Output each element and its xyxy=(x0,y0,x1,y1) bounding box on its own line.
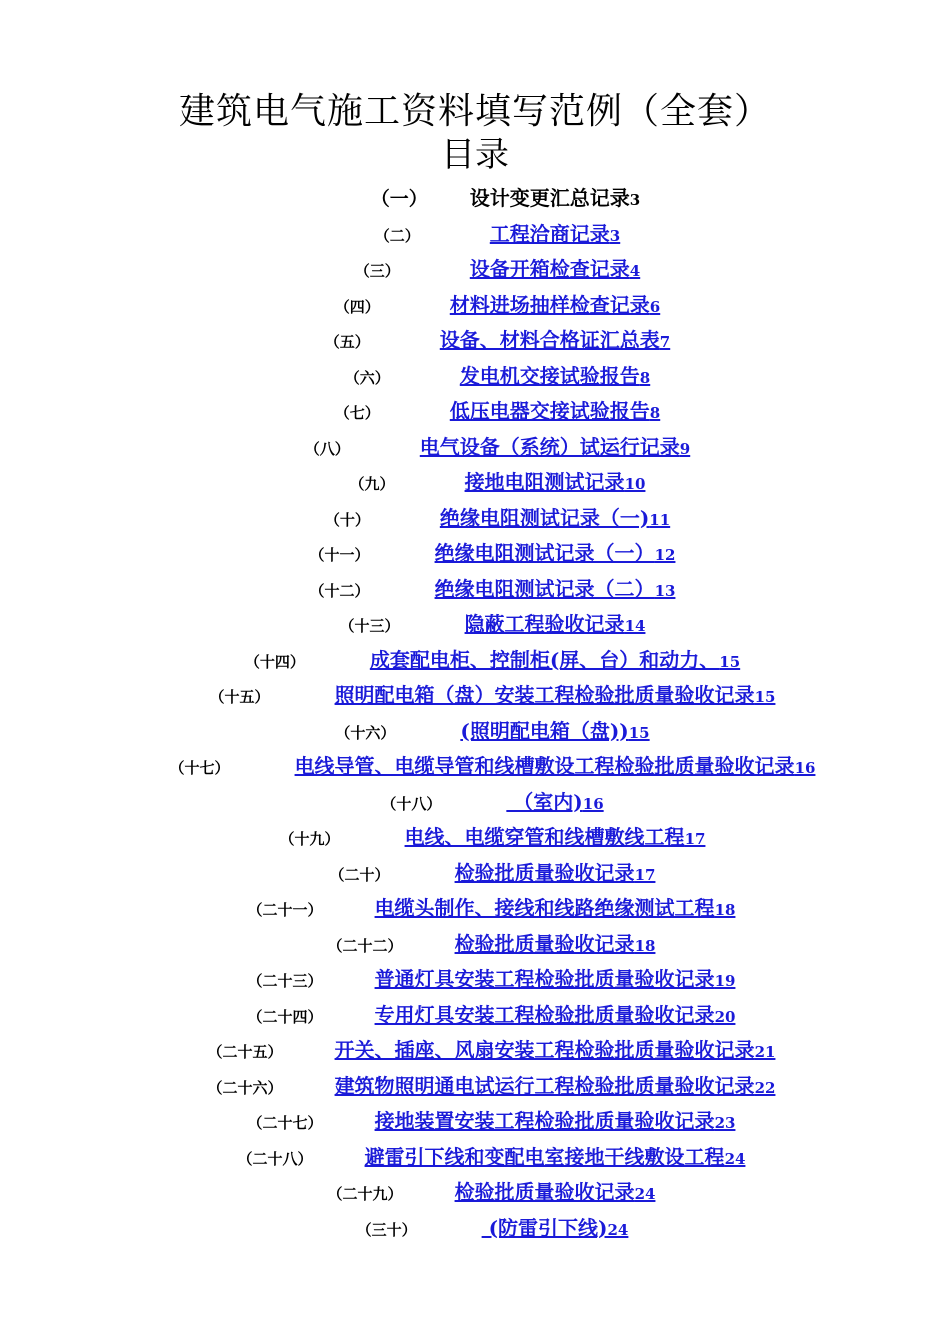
toc-entry-title: 照明配电箱（盘）安装工程检验批质量验收记录 xyxy=(334,683,755,707)
toc-entry-link[interactable] xyxy=(335,1074,776,1098)
toc-entry[interactable] xyxy=(0,285,950,321)
toc-entry-number: （十一） xyxy=(309,546,370,564)
toc-entry-title: 发电机交接试验报告 xyxy=(459,363,640,388)
toc-entry-title: 普通灯具安装工程检验批质量验收记录 xyxy=(374,967,715,991)
toc-entry-page: 8 xyxy=(649,404,661,422)
toc-entry-page: 7 xyxy=(659,333,671,351)
toc-entry-number: （十四） xyxy=(244,652,305,671)
toc-entry-title: (防雷引下线) xyxy=(481,1215,608,1240)
toc-entry-link[interactable] xyxy=(405,825,706,849)
toc-entry-link[interactable] xyxy=(490,222,620,246)
toc-entry-title: 绝缘电阻测试记录（一） xyxy=(434,541,655,565)
toc-entry-page: 11 xyxy=(649,510,671,529)
toc-entry[interactable] xyxy=(0,391,950,427)
toc-entry-page: 16 xyxy=(582,794,604,813)
toc-entry-number: （七） xyxy=(334,404,380,422)
toc-entry[interactable] xyxy=(0,959,950,995)
toc-entry-page: 14 xyxy=(624,617,646,635)
toc-entry-number: （九） xyxy=(349,475,395,493)
toc-entry-link[interactable] xyxy=(460,364,650,388)
toc-entry-link[interactable] xyxy=(465,470,646,494)
toc-entry-number: （十五） xyxy=(209,688,270,706)
toc-entry-page: 19 xyxy=(714,972,736,990)
toc-entry-page: 10 xyxy=(624,475,646,493)
toc-entry-page: 15 xyxy=(628,723,650,742)
toc-entry[interactable] xyxy=(0,1101,950,1137)
toc-entry-link[interactable] xyxy=(450,293,660,317)
toc-entry-number: （二十三） xyxy=(247,972,323,990)
toc-entry[interactable] xyxy=(0,214,950,250)
toc-entry-link[interactable] xyxy=(335,1038,776,1062)
toc-entry-link[interactable] xyxy=(375,1109,736,1133)
toc-entry-number: （二十四） xyxy=(247,1007,323,1026)
toc-entry-title: 设备、材料合格证汇总表 xyxy=(439,328,660,352)
toc-entry-link[interactable] xyxy=(435,541,676,565)
toc-entry-link[interactable] xyxy=(420,435,690,459)
toc-entry-page: 24 xyxy=(634,1185,656,1203)
toc-entry-page: 18 xyxy=(714,901,736,919)
toc-entry-page: 3 xyxy=(629,191,641,209)
toc-entry-number: （四） xyxy=(334,297,380,316)
toc-entry[interactable] xyxy=(0,1137,950,1173)
toc-entry[interactable] xyxy=(0,675,950,711)
toc-entry-page: 3 xyxy=(609,226,621,245)
toc-entry[interactable] xyxy=(0,356,950,392)
toc-entry-link[interactable] xyxy=(375,896,736,920)
toc-entry-title: 电线导管、电缆导管和线槽敷设工程检验批质量验收记录 xyxy=(294,754,795,778)
toc-entry-page: 22 xyxy=(754,1078,776,1097)
toc-entry-page: 12 xyxy=(654,546,676,564)
toc-entry-page: 4 xyxy=(629,262,641,280)
toc-entry-link xyxy=(470,186,640,210)
toc-entry-link[interactable] xyxy=(370,648,740,672)
toc-entry-number: （二十二） xyxy=(327,936,403,955)
toc-entry-link[interactable] xyxy=(365,1145,746,1169)
toc-entry[interactable] xyxy=(0,533,950,569)
toc-entry-number: （十七） xyxy=(169,759,230,777)
toc-entry-number: （五） xyxy=(324,333,370,351)
toc-entry[interactable] xyxy=(0,782,950,818)
toc-heading: 目录 xyxy=(441,135,509,175)
toc-entry-number: （六） xyxy=(344,368,390,387)
toc-entry-page: 23 xyxy=(714,1114,736,1132)
toc-entry-page: 9 xyxy=(679,439,691,458)
toc-entry-title: 绝缘电阻测试记录（二） xyxy=(434,576,655,601)
toc-entry-title: 材料进场抽样检查记录 xyxy=(449,292,650,317)
toc-entry-link[interactable] xyxy=(455,932,656,956)
toc-entry-page: 17 xyxy=(634,865,656,884)
toc-entry[interactable] xyxy=(0,427,950,463)
toc-entry-number: （十六） xyxy=(335,723,396,742)
toc-entry[interactable] xyxy=(0,249,950,285)
toc-entry[interactable] xyxy=(0,853,950,889)
toc-entry-link[interactable] xyxy=(335,683,776,707)
toc-entry-title: 开关、插座、风扇安装工程检验批质量验收记录 xyxy=(334,1038,755,1062)
toc-entry-page: 16 xyxy=(794,759,816,777)
toc-entry-link[interactable] xyxy=(470,257,640,281)
toc-entry-title: 成套配电柜、控制柜(屏、台）和动力、 xyxy=(369,647,720,672)
toc-entry-title: 电线、电缆穿管和线槽敷线工程 xyxy=(404,825,685,849)
toc-entry[interactable] xyxy=(0,569,950,605)
toc-entry-page: 18 xyxy=(634,936,656,955)
toc-entry[interactable] xyxy=(0,711,950,747)
toc-entry-page: 21 xyxy=(754,1043,776,1061)
toc-entry-link[interactable] xyxy=(465,612,646,636)
toc-entry-number: （一） xyxy=(370,188,428,210)
toc-entry-title: 绝缘电阻测试记录（一) xyxy=(439,505,650,530)
toc-entry[interactable] xyxy=(0,1066,950,1102)
toc-entry[interactable] xyxy=(0,498,950,534)
toc-entry-number: （二十八） xyxy=(237,1149,313,1168)
toc-entry-number: （三） xyxy=(354,262,400,280)
toc-entry[interactable] xyxy=(0,995,950,1031)
toc-entry-title: 设计变更汇总记录 xyxy=(469,186,630,210)
toc-entry-title: 隐蔽工程验收记录 xyxy=(464,612,625,636)
toc-entry-number: （十三） xyxy=(339,617,400,635)
toc-entry[interactable] xyxy=(0,1030,950,1066)
toc-entry-page: 17 xyxy=(684,830,706,848)
toc-entry-title: （室内) xyxy=(506,789,583,814)
toc-entry-title: 避雷引下线和变配电室接地干线敷设工程 xyxy=(364,1144,725,1169)
toc-entry-number: （二十六） xyxy=(207,1078,283,1097)
toc-entry-title: 接地电阻测试记录 xyxy=(464,470,625,494)
toc-entry-title: 检验批质量验收记录 xyxy=(454,1180,635,1204)
toc-entry-title: 设备开箱检查记录 xyxy=(469,257,630,281)
toc-entry-page: 13 xyxy=(654,581,676,600)
toc-entry[interactable] xyxy=(0,1208,950,1244)
document-title: 建筑电气施工资料填写范例（全套） xyxy=(178,91,771,132)
toc-entry-link[interactable] xyxy=(455,1180,656,1204)
toc-entry-title: 工程洽商记录 xyxy=(489,221,610,246)
toc-entry-title: 低压电器交接试验报告 xyxy=(449,399,650,423)
toc-entry-number: （十九） xyxy=(279,830,340,848)
toc-entry[interactable] xyxy=(0,1172,950,1208)
toc-entry-link[interactable] xyxy=(482,1216,629,1240)
toc-entry-link[interactable] xyxy=(440,506,670,530)
toc-entry-number: （二十九） xyxy=(327,1185,403,1203)
toc-entry[interactable] xyxy=(0,817,950,853)
toc-entry-link[interactable] xyxy=(375,967,736,991)
toc-entry[interactable] xyxy=(0,746,950,782)
toc-entry[interactable] xyxy=(0,888,950,924)
toc-entry-page: 8 xyxy=(639,368,651,387)
toc-entry-title: 电气设备（系统）试运行记录 xyxy=(419,434,680,459)
toc-entry-number: （二十） xyxy=(329,865,390,884)
toc-entry-number: （十） xyxy=(324,510,370,529)
toc-entry-link[interactable] xyxy=(450,399,660,423)
toc-entry-link[interactable] xyxy=(375,1003,736,1027)
toc-entry-title: 建筑物照明通电试运行工程检验批质量验收记录 xyxy=(334,1073,755,1098)
toc-entry-page: 20 xyxy=(714,1007,736,1026)
toc-entry-page: 24 xyxy=(607,1220,629,1239)
toc-entry[interactable] xyxy=(0,604,950,640)
toc-entry-number: （八） xyxy=(304,439,350,458)
toc-entry-number: （二十五） xyxy=(207,1043,283,1061)
toc-entry-page: 24 xyxy=(724,1149,746,1168)
toc-entry[interactable] xyxy=(0,924,950,960)
toc-entry-link[interactable] xyxy=(435,577,676,601)
toc-entry-title: 专用灯具安装工程检验批质量验收记录 xyxy=(374,1002,715,1027)
toc-entry-number: （十八） xyxy=(381,794,442,813)
toc-entry xyxy=(0,178,950,214)
toc-entry-number: （十二） xyxy=(309,581,370,600)
toc-entry-page: 6 xyxy=(649,297,661,316)
toc-entry-link[interactable] xyxy=(460,719,649,743)
toc-entry-link[interactable] xyxy=(295,754,816,778)
toc-entry-link[interactable] xyxy=(440,328,670,352)
toc-entry-link[interactable] xyxy=(506,790,603,814)
toc-entry-title: 检验批质量验收记录 xyxy=(454,931,635,956)
toc-entry[interactable] xyxy=(0,320,950,356)
toc-entry-number: （二十七） xyxy=(247,1114,323,1132)
toc-entry-title: 电缆头制作、接线和线路绝缘测试工程 xyxy=(374,896,715,920)
toc-entry-page: 15 xyxy=(754,688,776,706)
toc-entry-number: （二） xyxy=(374,226,420,245)
toc-entry-number: （三十） xyxy=(356,1220,417,1239)
toc-entry-number: （二十一） xyxy=(247,901,323,919)
toc-entry-title: (照明配电箱（盘)) xyxy=(460,718,629,743)
toc-entry[interactable] xyxy=(0,462,950,498)
toc-entry-title: 接地装置安装工程检验批质量验收记录 xyxy=(374,1109,715,1133)
toc-entry-link[interactable] xyxy=(455,861,656,885)
toc-entry-page: 15 xyxy=(719,652,741,671)
toc-entry[interactable] xyxy=(0,640,950,676)
table-of-contents xyxy=(0,178,950,1243)
toc-entry-title: 检验批质量验收记录 xyxy=(454,860,635,885)
